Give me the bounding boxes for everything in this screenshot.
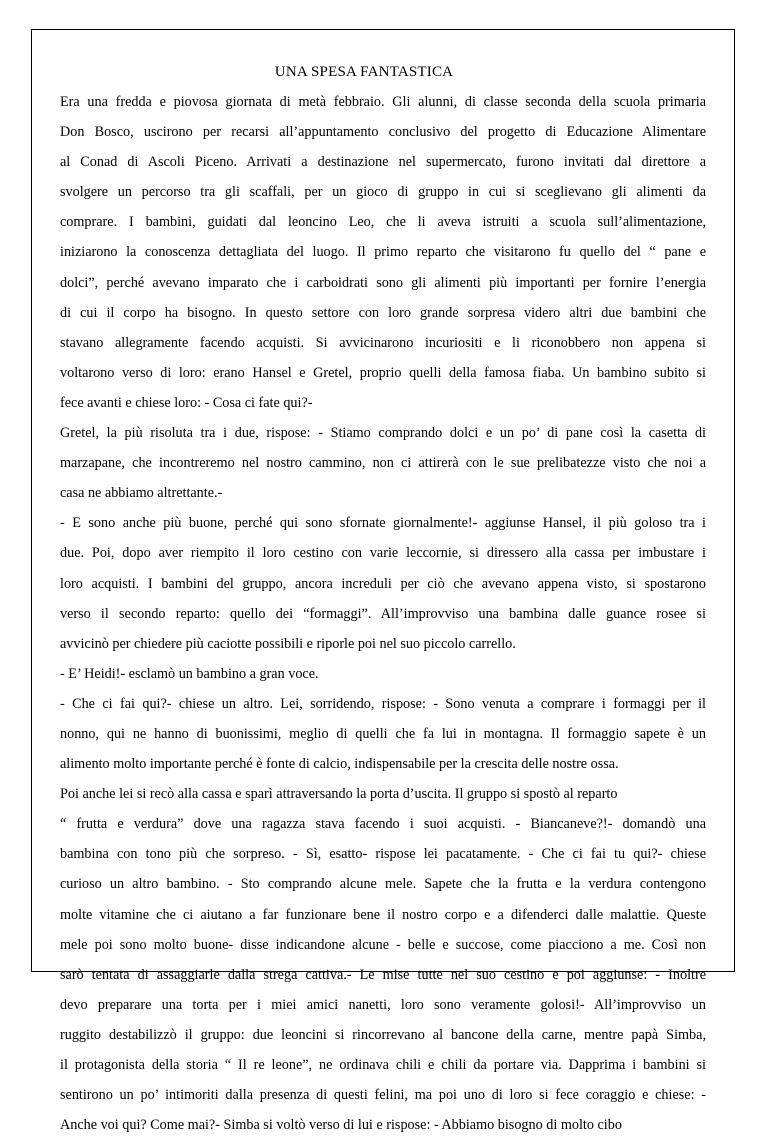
text-line: curioso un altro bambino. - Sto comprando alcune mele. Sapete che la frutta e la verdura contengono [60,876,706,893]
text-line: loro acquisti. I bambini del gruppo, ancora increduli per ciò che avevano appena visto, si spostarono [60,575,706,592]
text-line: devo preparare una torta per i miei amici nanetti, loro sono veramente golosi!- All’improvviso un [60,996,706,1013]
document-title: UNA SPESA FANTASTICA [274,64,454,80]
text-line: stavano allegramente facendo acquisti. Si avvicinarono incuriositi e li riconobbero non appena si [60,334,706,351]
document-body [60,87,706,1140]
text-line: Era una fredda e piovosa giornata di metà febbraio. Gli alunni, di classe seconda della scuola primaria [60,94,706,110]
text-line: sentirono un po’ intimoriti dalla presenza di questi felini, ma poi uno di loro si fece coraggio e chiese: - [60,1087,706,1104]
text-line: svolgere un percorso tra gli scaffali, per un gioco di gruppo in cui si sceglievano gli alimenti da [60,184,706,201]
text-line: al Conad di Ascoli Piceno. Arrivati a destinazione nel supermercato, furono invitati dal direttore a [60,154,706,171]
text-line: il protagonista della storia “ Il re leone”, ne ordinava chili e chili da portare via. Dapprima i bambini si [60,1057,706,1073]
text-line: iniziarono la conoscenza dettagliata del luogo. Il primo reparto che visitarono fu quello del “ pane e [60,244,706,261]
text-line: comprare. I bambini, guidati dal leoncino Leo, che li aveva istruiti a scuola sull’alimentazione, [60,214,706,231]
text-line: - E sono anche più buone, perché qui sono sfornate giornalmente!- aggiunse Hansel, il più goloso tra i [60,515,706,532]
text-line: bambina con tono più che sorpreso. - Sì, esatto- rispose lei pacatamente. - Che ci fai tu qui?- chiese [60,846,706,863]
text-line: marzapane, che incontreremo nel nostro cammino, non ci attirerà con le sue prelibatezze visto che noi a [60,455,706,472]
text-line: sarò tentata di assaggiarle dalla strega cattiva.- Le mise tutte nel suo cestino e poi aggiunse: - Inoltre [60,966,706,983]
text-line: fece avanti e chiese loro: - Cosa ci fate qui?- [60,394,313,411]
text-line: Poi anche lei si recò alla cassa e sparì attraversando la porta d’uscita. Il gruppo si spostò al reparto [60,786,618,803]
text-line: nonno, qui ne hanno di buonissimi, meglio di quelli che fa lui in montagna. Il formaggio sapete è un [60,725,706,742]
text-line: ruggito destabilizzò il gruppo: due leoncini si rincorrevano al bancone della carne, mentre papà Simba, [60,1026,706,1043]
text-line: di cui il corpo ha bisogno. In questo settore con loro grande sorpresa videro altri due bambini che [60,304,706,321]
text-line: casa ne abbiamo altrettante.- [60,485,223,502]
text-line: alimento molto importante perché è fonte di calcio, indispensabile per la crescita delle nostre ossa. [60,756,619,773]
text-line: - Che ci fai qui?- chiese un altro. Lei, sorridendo, rispose: - Sono venuta a comprare i formaggi per il [60,695,706,712]
text-line: due. Poi, dopo aver riempito il loro cestino con varie leccornie, si diressero alla cassa per imbustare i [60,545,706,562]
text-line: molte vitamine che ci aiutano a far funzionare bene il nostro corpo e a difenderci dalle malattie. Queste [60,906,706,923]
text-line: voltarono verso di loro: erano Hansel e Gretel, proprio quelli della famosa fiaba. Un bambino subito si [60,364,706,381]
text-line: dolci”, perché avevano imparato che i carboidrati sono gli alimenti più importanti per fornire l’energia [60,274,706,291]
text-line: verso il secondo reparto: quello dei “formaggi”. All’improvviso una bambina dalle guance rosee si [60,605,706,622]
text-line: mele poi sono molto buone- disse indicandone alcune - belle e succose, come piacciono a me. Così non [60,936,706,953]
text-line: - E’ Heidi!- esclamò un bambino a gran voce. [60,665,319,682]
text-line: Anche voi qui? Come mai?- Simba si voltò verso di lui e rispose: - Abbiamo bisogno di molto cibo [60,1117,622,1134]
text-line: “ frutta e verdura” dove una ragazza stava facendo i suoi acquisti. - Biancaneve?!- domandò una [60,816,706,833]
text-line: avvicinò per chiedere più caciotte possibili e riporle poi nel suo piccolo carrello. [60,635,516,652]
text-line: Gretel, la più risoluta tra i due, rispose: - Stiamo comprando dolci e un po’ di pane così la casetta di [60,425,706,442]
text-line: Don Bosco, uscirono per recarsi all’appuntamento conclusivo del progetto di Educazione Alimentare [60,124,706,141]
